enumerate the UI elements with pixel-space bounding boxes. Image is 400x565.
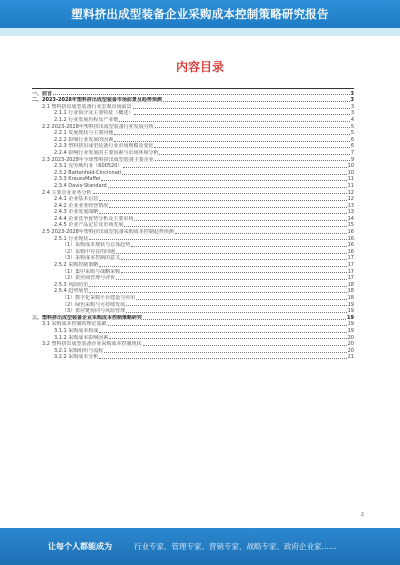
toc-leader-dots [109,206,346,208]
toc-leader-dots [126,304,346,306]
toc-entry[interactable] [32,156,354,163]
toc-entry[interactable] [32,327,354,334]
toc-entry[interactable] [32,136,354,143]
toc-entry-page: 13 [347,202,354,209]
toc-leader-dots [121,271,346,273]
toc-leader-dots [114,140,349,142]
report-title: 塑料挤出成型装备企业采购成本控制策略研究报告 [71,7,329,21]
toc-entry-page: 5 [350,123,354,130]
toc-entry-title: 2.3 2023-2028年全球塑料挤出成型装备主要企业 [42,156,154,163]
toc-entry-title: 2.1.1 行业简介及主要特征（概述） [54,110,134,117]
toc-entry-title: 2.5.1 行业现状 [54,235,89,242]
header-bar [0,0,400,28]
toc-entry[interactable] [32,169,354,176]
toc-entry-title: （3）采购成本控制的意义 [62,255,121,262]
toc-leader-dots [109,337,346,339]
toc-top-rule [32,88,354,89]
toc-entry-title: 2.2.3 塑料挤出成型装备行业市场规模及变化 [54,143,154,150]
toc-entry-page: 18 [347,288,354,295]
toc-entry-title: 2.3.1 克劳斯玛菲（600520） [54,163,123,170]
toc-entry[interactable] [32,202,354,209]
toc-entry-page: 18 [347,295,354,301]
toc-entry-page: 12 [347,196,354,203]
toc-leader-dots [99,265,346,267]
toc-entry-page: 17 [347,268,354,275]
toc-entry-page: 3 [350,90,354,97]
toc-entry[interactable] [32,354,354,361]
toc-entry-page: 14 [347,215,354,222]
toc-entry-page: 12 [347,189,354,196]
toc-entry-page: 13 [347,209,354,216]
toc-entry[interactable] [32,176,354,183]
toc-entry[interactable] [32,255,354,262]
toc-leader-dots [101,179,346,181]
toc-leader-dots [136,298,346,300]
toc-entry-page: 6 [350,143,354,150]
table-of-contents [32,90,354,360]
toc-entry-title: 二、2023-2028年塑料挤出成型装备市场前景及趋势预测 [32,97,162,104]
toc-entry-title: 2.4.3 企业发展战略 [54,209,99,216]
toc-leader-dots [89,291,346,293]
toc-leader-dots [99,212,346,214]
toc-leader-dots [134,219,346,221]
toc-entry[interactable] [32,334,354,341]
toc-entry-page: 19 [347,321,354,328]
toc-entry-page: 17 [347,262,354,269]
toc-entry[interactable] [32,123,354,130]
toc-leader-dots [122,173,347,175]
toc-leader-dots [89,238,346,240]
toc-entry-title: 2.5 2023-2028年塑料挤出成型装备采购成本控制趋势预测 [42,229,174,236]
toc-leader-dots [143,344,347,346]
toc-entry-title: 2.3.3 KraussMaffei [54,176,101,183]
toc-entry-title: 2.2 2023-2028年塑料挤出成型装备行业发展分析 [42,123,154,130]
toc-entry-title: 2.4.4 企业竞争优势分析及主要市场 [54,215,134,222]
toc-entry-page: 20 [347,334,354,341]
toc-entry-page: 15 [347,222,354,229]
toc-leader-dots [99,199,346,201]
toc-leader-dots [116,278,346,280]
toc-entry-title: 一、前言 [32,90,53,97]
toc-entry-title: 三、塑料挤出成型装备企业采购成本控制策略研究 [32,314,143,321]
toc-leader-dots [159,153,349,155]
toc-leader-dots [175,232,347,234]
toc-entry-page: 9 [350,156,354,163]
toc-entry-title: （1）数字化采购平台建设与应用 [62,295,136,301]
toc-entry-title: （2）绿色采购与可持续发展 [62,301,126,308]
footer-tagline: 行业专家、管理专家、营销专家、战略专家、政府企业家…… [134,542,337,551]
toc-entry-title: （1）集中采购与战略采购 [62,268,121,275]
toc-entry-title: 2.5.3 风险防范 [54,281,89,288]
toc-entry-title: 3.1.2 采购成本影响因素 [54,334,109,341]
toc-leader-dots [108,324,347,326]
toc-entry[interactable] [32,196,354,203]
toc-entry-page: 7 [350,149,354,156]
toc-leader-dots [154,146,349,148]
toc-entry[interactable] [32,215,354,222]
toc-entry-title: （1）采购成本现状与总体趋势 [62,242,131,249]
toc-entry[interactable] [32,261,354,268]
toc-entry[interactable] [32,294,354,301]
toc-leader-dots [133,107,350,109]
toc-entry-title: 2.1.2 行业发展历程及产业链 [54,116,119,123]
toc-entry-page: 10 [347,169,354,176]
toc-entry[interactable] [32,149,354,156]
toc-entry[interactable] [32,314,354,321]
toc-entry[interactable] [32,321,354,328]
toc-leader-dots [108,186,347,188]
toc-leader-dots [155,126,350,128]
toc-entry-title: 3.2 塑料挤出成型装备企业采购成本控制现状 [42,341,142,348]
toc-entry-page: 16 [347,229,354,236]
toc-entry-page: 11 [347,182,354,189]
toc-entry-title: （2）采购中存在的问题 [62,248,116,255]
toc-leader-dots [99,331,346,333]
toc-entry-page: 11 [347,176,354,183]
toc-entry-title: 2.5.2 采购控制策略 [54,262,99,269]
toc-leader-dots [119,120,349,122]
toc-entry[interactable] [32,222,354,229]
toc-entry-title: 2.4.1 企业基本信息 [54,196,99,203]
toc-entry-title: 2.2.1 发展现状与主要问题 [54,130,114,137]
toc-entry-title: 3.2.2 采购成本分析 [54,354,99,361]
toc-entry-title: （3）供应链协同与风险管理 [62,308,126,315]
toc-leader-dots [116,252,346,254]
toc-entry-page: 19 [347,327,354,334]
toc-entry[interactable] [32,248,354,255]
toc-entry-page: 17 [347,255,354,262]
toc-entry-page: 18 [347,281,354,288]
toc-leader-dots [155,159,350,161]
toc-entry-page: 4 [350,116,354,123]
toc-entry-title: 2.4.5 企业产品定位及市场发展 [54,222,124,229]
toc-entry[interactable] [32,116,354,123]
toc-entry-page: 19 [347,314,354,321]
toc-leader-dots [89,285,346,287]
toc-leader-dots [126,311,346,313]
toc-entry[interactable] [32,182,354,189]
toc-entry[interactable] [32,209,354,216]
toc-entry-title: 2.5.4 趋势展望 [54,288,89,295]
toc-heading: 内容目录 [175,60,224,74]
toc-leader-dots [99,357,346,359]
toc-leader-dots [163,100,350,102]
toc-leader-dots [104,351,346,353]
toc-leader-dots [114,133,349,135]
toc-entry-page: 19 [347,301,354,308]
toc-entry[interactable] [32,90,354,97]
toc-leader-dots [124,225,346,227]
toc-leader-dots [121,258,346,260]
toc-entry[interactable] [32,130,354,137]
toc-entry-page: 21 [347,354,354,361]
toc-entry[interactable] [32,281,354,288]
toc-entry-title: 2.1 塑料挤出成型装备行业宏观市场前景 [42,103,132,110]
toc-entry[interactable] [32,268,354,275]
toc-entry-title: 2.3.4 Davis-Standard [54,182,107,189]
toc-leader-dots [53,93,350,95]
toc-leader-dots [134,113,349,115]
footer-slogan: 让每个人都能成为 [48,542,112,551]
toc-entry[interactable] [32,163,354,170]
toc-entry[interactable] [32,143,354,150]
toc-entry-title: 2.2.2 影响行业发展的因素 [54,136,114,143]
page-number: 2 [360,512,364,518]
toc-entry[interactable] [32,97,354,104]
toc-entry-page: 16 [347,248,354,255]
toc-entry-page: 20 [347,341,354,348]
toc-entry-title: 2.4.2 企业业务经营情况 [54,202,109,209]
toc-entry-page: 6 [350,136,354,143]
toc-entry[interactable] [32,235,354,242]
toc-entry-page: 16 [347,235,354,242]
toc-leader-dots [93,192,347,194]
toc-entry-title: 3.1 采购成本控制的理论基础 [42,321,107,328]
toc-entry[interactable] [32,110,354,117]
toc-entry[interactable] [32,242,354,249]
toc-entry[interactable] [32,347,354,354]
toc-entry-page: 20 [347,347,354,354]
toc-entry[interactable] [32,308,354,315]
toc-entry-page: 5 [350,130,354,137]
toc-entry-page: 3 [350,103,354,110]
toc-entry-page: 10 [347,163,354,170]
toc-entry-page: 19 [347,308,354,315]
toc-entry[interactable] [32,228,354,235]
header-band [0,0,400,36]
toc-entry-title: 2.4 主要企业业务分析 [42,189,92,196]
toc-entry[interactable] [32,301,354,308]
toc-leader-dots [123,166,346,168]
toc-entry-title: 2.2.4 影响行业发展的主要因素与市场环境分析 [54,149,159,156]
toc-entry-title: 2.3.2 Battenfeld-Cincinnati [54,169,122,176]
toc-entry[interactable] [32,103,354,110]
toc-entry-page: 3 [350,97,354,104]
toc-entry[interactable] [32,341,354,348]
toc-leader-dots [131,245,346,247]
toc-entry-page: 17 [347,275,354,282]
toc-entry-page: 16 [347,242,354,249]
toc-entry[interactable] [32,275,354,282]
toc-entry-title: 3.1.1 采购成本构成 [54,327,99,334]
footer-band [0,528,400,565]
toc-entry-title: 3.2.1 采购组织与流程 [54,347,104,354]
toc-entry[interactable] [32,288,354,295]
toc-entry[interactable] [32,189,354,196]
toc-leader-dots [143,318,346,320]
toc-entry-page: 3 [350,110,354,117]
toc-entry-title: （2）供应商管理与评价 [62,275,116,282]
